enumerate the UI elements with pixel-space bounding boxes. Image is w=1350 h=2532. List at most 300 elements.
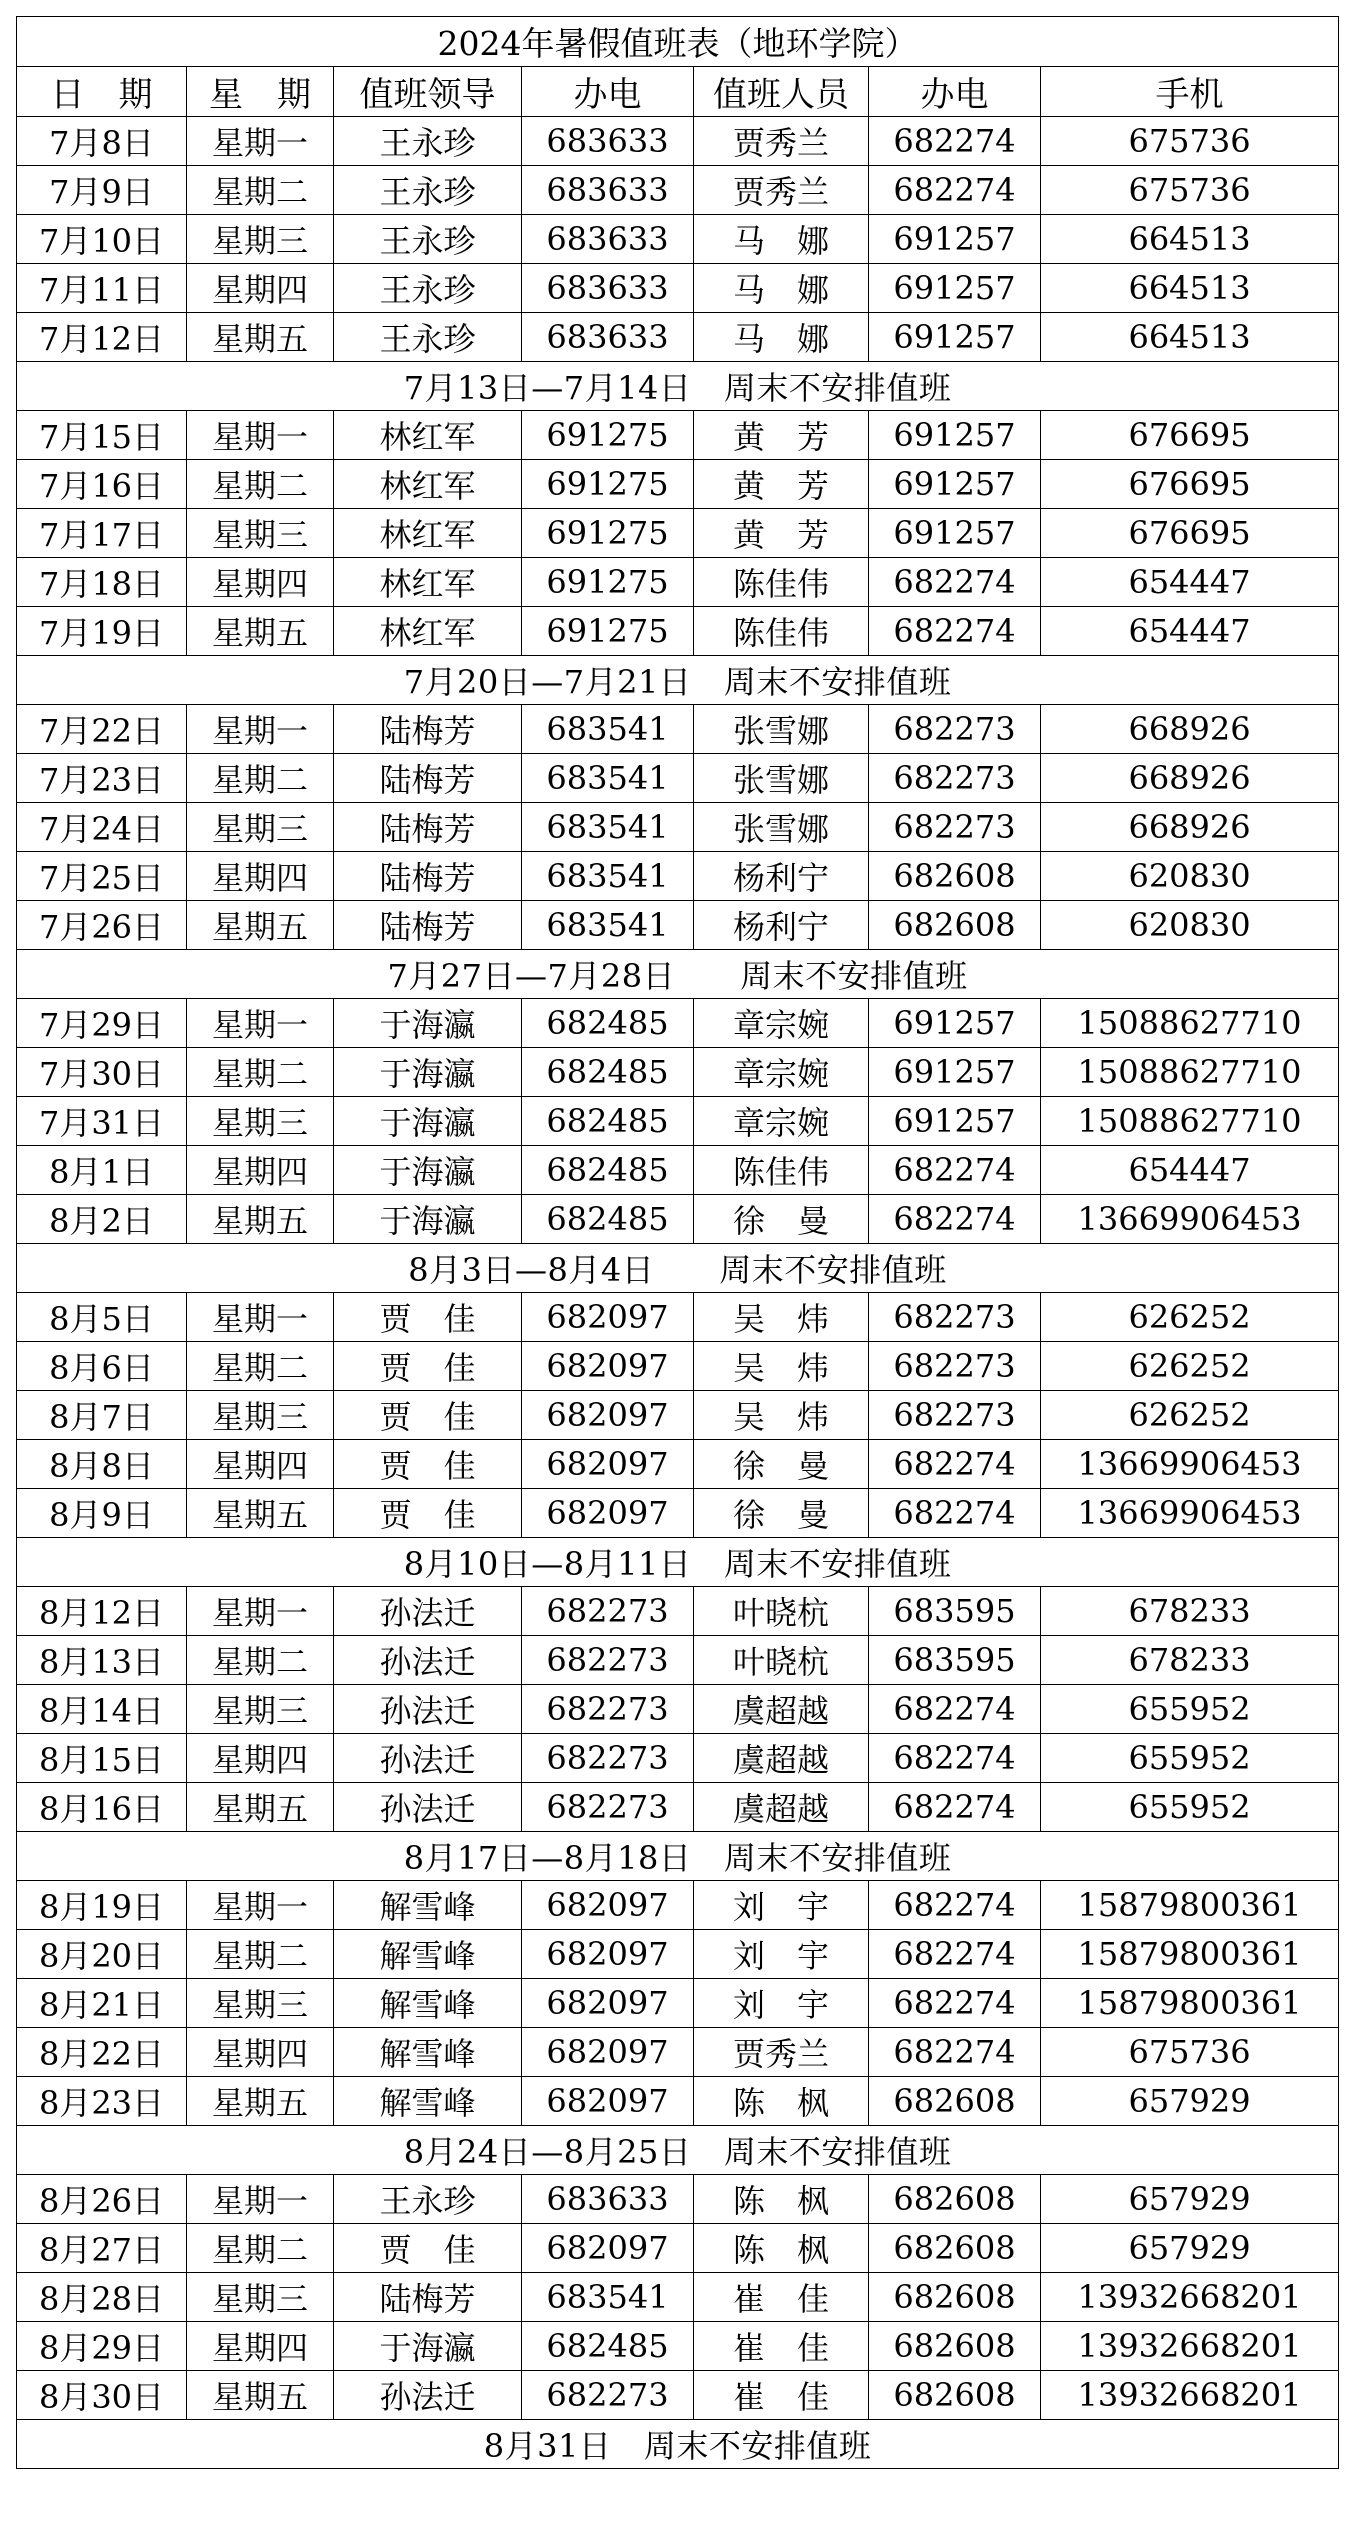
weekday-cell: 星期二 xyxy=(187,1048,334,1097)
date-cell: 7月11日 xyxy=(17,264,187,313)
staff-phone-cell: 682608 xyxy=(869,2077,1041,2126)
weekday-cell: 星期二 xyxy=(187,1342,334,1391)
leader-cell: 孙法迁 xyxy=(334,1636,522,1685)
weekday-cell: 星期三 xyxy=(187,803,334,852)
table-row xyxy=(17,2273,1339,2322)
leader-cell: 贾 佳 xyxy=(334,1489,522,1538)
mobile-cell: 13669906453 xyxy=(1041,1440,1339,1489)
table-row xyxy=(17,2322,1339,2371)
leader-cell: 于海瀛 xyxy=(334,1048,522,1097)
staff-cell: 陈 枫 xyxy=(694,2175,869,2224)
table-row xyxy=(17,558,1339,607)
weekend-note: 8月24日—8月25日 周末不安排值班 xyxy=(17,2126,1339,2175)
staff-cell: 马 娜 xyxy=(694,264,869,313)
mobile-cell: 657929 xyxy=(1041,2175,1339,2224)
weekday-cell: 星期四 xyxy=(187,852,334,901)
mobile-cell: 626252 xyxy=(1041,1293,1339,1342)
staff-cell: 徐 曼 xyxy=(694,1195,869,1244)
staff-cell: 叶晓杭 xyxy=(694,1636,869,1685)
date-cell: 7月31日 xyxy=(17,1097,187,1146)
mobile-cell: 626252 xyxy=(1041,1342,1339,1391)
staff-phone-cell: 682274 xyxy=(869,1930,1041,1979)
mobile-cell: 620830 xyxy=(1041,901,1339,950)
leader-phone-cell: 682097 xyxy=(522,1881,694,1930)
weekend-row xyxy=(17,2420,1339,2469)
leader-cell: 孙法迁 xyxy=(334,2371,522,2420)
weekday-cell: 星期五 xyxy=(187,1489,334,1538)
staff-phone-cell: 682608 xyxy=(869,2224,1041,2273)
staff-phone-cell: 683595 xyxy=(869,1587,1041,1636)
staff-phone-cell: 682608 xyxy=(869,2322,1041,2371)
column-header-staff-phone: 办电 xyxy=(869,67,1041,117)
weekday-cell: 星期五 xyxy=(187,901,334,950)
date-cell: 8月28日 xyxy=(17,2273,187,2322)
date-cell: 8月8日 xyxy=(17,1440,187,1489)
leader-cell: 林红军 xyxy=(334,509,522,558)
table-row xyxy=(17,313,1339,362)
leader-cell: 解雪峰 xyxy=(334,1979,522,2028)
leader-cell: 于海瀛 xyxy=(334,1195,522,1244)
staff-phone-cell: 682274 xyxy=(869,2028,1041,2077)
staff-cell: 陈 枫 xyxy=(694,2077,869,2126)
leader-phone-cell: 683541 xyxy=(522,901,694,950)
staff-cell: 叶晓杭 xyxy=(694,1587,869,1636)
staff-phone-cell: 682274 xyxy=(869,607,1041,656)
weekday-cell: 星期四 xyxy=(187,1440,334,1489)
mobile-cell: 654447 xyxy=(1041,607,1339,656)
staff-phone-cell: 682608 xyxy=(869,2273,1041,2322)
date-cell: 8月12日 xyxy=(17,1587,187,1636)
staff-phone-cell: 682274 xyxy=(869,1979,1041,2028)
table-row xyxy=(17,1685,1339,1734)
date-cell: 8月2日 xyxy=(17,1195,187,1244)
leader-cell: 贾 佳 xyxy=(334,1342,522,1391)
mobile-cell: 15088627710 xyxy=(1041,999,1339,1048)
weekday-cell: 星期四 xyxy=(187,558,334,607)
table-row xyxy=(17,999,1339,1048)
staff-phone-cell: 682608 xyxy=(869,852,1041,901)
mobile-cell: 664513 xyxy=(1041,313,1339,362)
staff-phone-cell: 691257 xyxy=(869,215,1041,264)
staff-cell: 张雪娜 xyxy=(694,754,869,803)
weekday-cell: 星期一 xyxy=(187,705,334,754)
staff-phone-cell: 682274 xyxy=(869,1195,1041,1244)
leader-cell: 林红军 xyxy=(334,411,522,460)
table-row xyxy=(17,1440,1339,1489)
table-row xyxy=(17,1930,1339,1979)
table-row xyxy=(17,1783,1339,1832)
mobile-cell: 654447 xyxy=(1041,558,1339,607)
staff-cell: 陈佳伟 xyxy=(694,607,869,656)
mobile-cell: 13669906453 xyxy=(1041,1489,1339,1538)
mobile-cell: 655952 xyxy=(1041,1734,1339,1783)
staff-phone-cell: 682274 xyxy=(869,1440,1041,1489)
date-cell: 7月16日 xyxy=(17,460,187,509)
staff-cell: 陈佳伟 xyxy=(694,1146,869,1195)
leader-phone-cell: 683633 xyxy=(522,215,694,264)
leader-phone-cell: 683633 xyxy=(522,166,694,215)
staff-cell: 虞超越 xyxy=(694,1783,869,1832)
weekend-note: 8月31日 周末不安排值班 xyxy=(17,2420,1339,2469)
date-cell: 7月19日 xyxy=(17,607,187,656)
date-cell: 7月15日 xyxy=(17,411,187,460)
leader-cell: 孙法迁 xyxy=(334,1587,522,1636)
mobile-cell: 676695 xyxy=(1041,509,1339,558)
leader-cell: 陆梅芳 xyxy=(334,754,522,803)
leader-phone-cell: 682097 xyxy=(522,2224,694,2273)
staff-phone-cell: 683595 xyxy=(869,1636,1041,1685)
mobile-cell: 664513 xyxy=(1041,264,1339,313)
weekend-row xyxy=(17,362,1339,411)
mobile-cell: 676695 xyxy=(1041,460,1339,509)
table-row xyxy=(17,264,1339,313)
date-cell: 8月15日 xyxy=(17,1734,187,1783)
leader-phone-cell: 682097 xyxy=(522,1391,694,1440)
leader-phone-cell: 683541 xyxy=(522,803,694,852)
leader-cell: 孙法迁 xyxy=(334,1734,522,1783)
table-row xyxy=(17,2371,1339,2420)
date-cell: 8月30日 xyxy=(17,2371,187,2420)
table-row xyxy=(17,411,1339,460)
date-cell: 8月23日 xyxy=(17,2077,187,2126)
date-cell: 7月29日 xyxy=(17,999,187,1048)
table-row xyxy=(17,754,1339,803)
date-cell: 7月30日 xyxy=(17,1048,187,1097)
leader-phone-cell: 682485 xyxy=(522,1195,694,1244)
staff-cell: 虞超越 xyxy=(694,1685,869,1734)
leader-cell: 王永珍 xyxy=(334,215,522,264)
table-row xyxy=(17,1979,1339,2028)
leader-phone-cell: 683541 xyxy=(522,852,694,901)
leader-cell: 于海瀛 xyxy=(334,2322,522,2371)
staff-phone-cell: 682608 xyxy=(869,2175,1041,2224)
staff-phone-cell: 682273 xyxy=(869,803,1041,852)
leader-cell: 陆梅芳 xyxy=(334,852,522,901)
leader-cell: 解雪峰 xyxy=(334,1930,522,1979)
staff-phone-cell: 691257 xyxy=(869,1097,1041,1146)
staff-cell: 刘 宇 xyxy=(694,1979,869,2028)
date-cell: 8月5日 xyxy=(17,1293,187,1342)
table-row xyxy=(17,1146,1339,1195)
table-row xyxy=(17,1489,1339,1538)
staff-cell: 崔 佳 xyxy=(694,2371,869,2420)
weekday-cell: 星期一 xyxy=(187,999,334,1048)
mobile-cell: 13932668201 xyxy=(1041,2322,1339,2371)
leader-phone-cell: 682097 xyxy=(522,2028,694,2077)
staff-cell: 崔 佳 xyxy=(694,2273,869,2322)
staff-phone-cell: 682273 xyxy=(869,1391,1041,1440)
weekend-note: 7月13日—7月14日 周末不安排值班 xyxy=(17,362,1339,411)
column-header-staff: 值班人员 xyxy=(694,67,869,117)
weekend-note: 8月10日—8月11日 周末不安排值班 xyxy=(17,1538,1339,1587)
staff-cell: 黄 芳 xyxy=(694,411,869,460)
leader-phone-cell: 683633 xyxy=(522,117,694,166)
table-row xyxy=(17,2077,1339,2126)
mobile-cell: 654447 xyxy=(1041,1146,1339,1195)
mobile-cell: 655952 xyxy=(1041,1685,1339,1734)
staff-cell: 虞超越 xyxy=(694,1734,869,1783)
leader-cell: 于海瀛 xyxy=(334,1146,522,1195)
table-row xyxy=(17,1293,1339,1342)
mobile-cell: 657929 xyxy=(1041,2077,1339,2126)
staff-cell: 刘 宇 xyxy=(694,1930,869,1979)
leader-phone-cell: 691275 xyxy=(522,509,694,558)
leader-phone-cell: 683633 xyxy=(522,313,694,362)
staff-cell: 贾秀兰 xyxy=(694,2028,869,2077)
weekday-cell: 星期二 xyxy=(187,1636,334,1685)
table-row xyxy=(17,901,1339,950)
leader-cell: 陆梅芳 xyxy=(334,803,522,852)
mobile-cell: 13932668201 xyxy=(1041,2273,1339,2322)
table-row xyxy=(17,1881,1339,1930)
column-header-mobile: 手机 xyxy=(1041,67,1339,117)
staff-cell: 黄 芳 xyxy=(694,509,869,558)
table-row xyxy=(17,1636,1339,1685)
date-cell: 8月27日 xyxy=(17,2224,187,2273)
leader-cell: 贾 佳 xyxy=(334,2224,522,2273)
weekday-cell: 星期一 xyxy=(187,2175,334,2224)
leader-cell: 孙法迁 xyxy=(334,1783,522,1832)
leader-cell: 贾 佳 xyxy=(334,1440,522,1489)
weekday-cell: 星期三 xyxy=(187,1685,334,1734)
mobile-cell: 15879800361 xyxy=(1041,1979,1339,2028)
table-row xyxy=(17,215,1339,264)
weekday-cell: 星期二 xyxy=(187,2224,334,2273)
staff-phone-cell: 682608 xyxy=(869,2371,1041,2420)
staff-cell: 贾秀兰 xyxy=(694,117,869,166)
roster-body xyxy=(17,117,1339,2469)
weekend-row xyxy=(17,950,1339,999)
weekday-cell: 星期四 xyxy=(187,1734,334,1783)
leader-phone-cell: 682273 xyxy=(522,1734,694,1783)
table-row xyxy=(17,2224,1339,2273)
mobile-cell: 13932668201 xyxy=(1041,2371,1339,2420)
table-row xyxy=(17,705,1339,754)
column-header-weekday: 星 期 xyxy=(187,67,334,117)
weekday-cell: 星期二 xyxy=(187,460,334,509)
mobile-cell: 15088627710 xyxy=(1041,1048,1339,1097)
staff-phone-cell: 691257 xyxy=(869,999,1041,1048)
staff-cell: 徐 曼 xyxy=(694,1489,869,1538)
staff-cell: 吴 炜 xyxy=(694,1293,869,1342)
staff-phone-cell: 682608 xyxy=(869,901,1041,950)
leader-phone-cell: 682097 xyxy=(522,1979,694,2028)
date-cell: 8月9日 xyxy=(17,1489,187,1538)
staff-cell: 陈佳伟 xyxy=(694,558,869,607)
table-row xyxy=(17,852,1339,901)
weekend-note: 7月27日—7月28日 周末不安排值班 xyxy=(17,950,1339,999)
date-cell: 8月6日 xyxy=(17,1342,187,1391)
staff-cell: 吴 炜 xyxy=(694,1342,869,1391)
weekday-cell: 星期二 xyxy=(187,754,334,803)
weekday-cell: 星期一 xyxy=(187,411,334,460)
mobile-cell: 668926 xyxy=(1041,754,1339,803)
staff-cell: 章宗婉 xyxy=(694,1097,869,1146)
table-row xyxy=(17,117,1339,166)
leader-cell: 孙法迁 xyxy=(334,1685,522,1734)
staff-phone-cell: 682274 xyxy=(869,1881,1041,1930)
date-cell: 8月7日 xyxy=(17,1391,187,1440)
staff-cell: 黄 芳 xyxy=(694,460,869,509)
leader-cell: 贾 佳 xyxy=(334,1391,522,1440)
weekday-cell: 星期四 xyxy=(187,264,334,313)
duty-roster-table xyxy=(16,16,1339,2469)
leader-phone-cell: 682097 xyxy=(522,1489,694,1538)
date-cell: 7月24日 xyxy=(17,803,187,852)
leader-cell: 林红军 xyxy=(334,558,522,607)
leader-phone-cell: 682273 xyxy=(522,1587,694,1636)
staff-phone-cell: 691257 xyxy=(869,460,1041,509)
leader-cell: 于海瀛 xyxy=(334,1097,522,1146)
staff-phone-cell: 691257 xyxy=(869,411,1041,460)
leader-phone-cell: 682097 xyxy=(522,2077,694,2126)
mobile-cell: 675736 xyxy=(1041,166,1339,215)
leader-cell: 林红军 xyxy=(334,607,522,656)
weekend-note: 7月20日—7月21日 周末不安排值班 xyxy=(17,656,1339,705)
weekday-cell: 星期三 xyxy=(187,1979,334,2028)
leader-phone-cell: 682097 xyxy=(522,1440,694,1489)
weekday-cell: 星期三 xyxy=(187,1391,334,1440)
leader-phone-cell: 683541 xyxy=(522,754,694,803)
mobile-cell: 675736 xyxy=(1041,2028,1339,2077)
date-cell: 7月8日 xyxy=(17,117,187,166)
mobile-cell: 668926 xyxy=(1041,705,1339,754)
weekday-cell: 星期三 xyxy=(187,1097,334,1146)
duty-roster-sheet xyxy=(16,16,1338,2469)
date-cell: 8月26日 xyxy=(17,2175,187,2224)
date-cell: 8月21日 xyxy=(17,1979,187,2028)
staff-cell: 章宗婉 xyxy=(694,999,869,1048)
staff-cell: 杨利宁 xyxy=(694,852,869,901)
staff-phone-cell: 682274 xyxy=(869,1783,1041,1832)
weekday-cell: 星期四 xyxy=(187,1146,334,1195)
staff-phone-cell: 682273 xyxy=(869,1342,1041,1391)
staff-cell: 陈 枫 xyxy=(694,2224,869,2273)
mobile-cell: 15088627710 xyxy=(1041,1097,1339,1146)
staff-phone-cell: 682273 xyxy=(869,705,1041,754)
leader-cell: 王永珍 xyxy=(334,117,522,166)
staff-cell: 马 娜 xyxy=(694,215,869,264)
weekday-cell: 星期四 xyxy=(187,2028,334,2077)
staff-cell: 吴 炜 xyxy=(694,1391,869,1440)
date-cell: 7月10日 xyxy=(17,215,187,264)
leader-phone-cell: 682097 xyxy=(522,1342,694,1391)
table-row xyxy=(17,803,1339,852)
weekend-row xyxy=(17,1538,1339,1587)
staff-phone-cell: 682273 xyxy=(869,754,1041,803)
staff-cell: 马 娜 xyxy=(694,313,869,362)
weekday-cell: 星期五 xyxy=(187,1783,334,1832)
date-cell: 8月20日 xyxy=(17,1930,187,1979)
staff-cell: 张雪娜 xyxy=(694,803,869,852)
weekday-cell: 星期一 xyxy=(187,117,334,166)
weekday-cell: 星期五 xyxy=(187,313,334,362)
leader-phone-cell: 683541 xyxy=(522,705,694,754)
leader-cell: 王永珍 xyxy=(334,166,522,215)
table-row xyxy=(17,1048,1339,1097)
mobile-cell: 676695 xyxy=(1041,411,1339,460)
table-row xyxy=(17,1734,1339,1783)
table-row xyxy=(17,2028,1339,2077)
leader-cell: 解雪峰 xyxy=(334,2028,522,2077)
leader-phone-cell: 682273 xyxy=(522,2371,694,2420)
mobile-cell: 13669906453 xyxy=(1041,1195,1339,1244)
weekday-cell: 星期三 xyxy=(187,509,334,558)
mobile-cell: 655952 xyxy=(1041,1783,1339,1832)
table-row xyxy=(17,1097,1339,1146)
leader-phone-cell: 682097 xyxy=(522,1930,694,1979)
mobile-cell: 15879800361 xyxy=(1041,1881,1339,1930)
leader-phone-cell: 683633 xyxy=(522,2175,694,2224)
staff-phone-cell: 682274 xyxy=(869,558,1041,607)
date-cell: 8月1日 xyxy=(17,1146,187,1195)
column-header-date: 日 期 xyxy=(17,67,187,117)
mobile-cell: 626252 xyxy=(1041,1391,1339,1440)
weekend-note: 8月3日—8月4日 周末不安排值班 xyxy=(17,1244,1339,1293)
date-cell: 8月19日 xyxy=(17,1881,187,1930)
date-cell: 7月18日 xyxy=(17,558,187,607)
weekday-cell: 星期一 xyxy=(187,1293,334,1342)
leader-phone-cell: 682097 xyxy=(522,1293,694,1342)
date-cell: 8月22日 xyxy=(17,2028,187,2077)
date-cell: 7月9日 xyxy=(17,166,187,215)
leader-phone-cell: 682273 xyxy=(522,1685,694,1734)
weekday-cell: 星期三 xyxy=(187,215,334,264)
table-row xyxy=(17,460,1339,509)
weekday-cell: 星期五 xyxy=(187,2371,334,2420)
staff-cell: 章宗婉 xyxy=(694,1048,869,1097)
mobile-cell: 15879800361 xyxy=(1041,1930,1339,1979)
leader-phone-cell: 682485 xyxy=(522,1146,694,1195)
staff-phone-cell: 682274 xyxy=(869,166,1041,215)
table-row xyxy=(17,166,1339,215)
weekday-cell: 星期一 xyxy=(187,1587,334,1636)
staff-cell: 崔 佳 xyxy=(694,2322,869,2371)
weekday-cell: 星期五 xyxy=(187,607,334,656)
mobile-cell: 675736 xyxy=(1041,117,1339,166)
leader-phone-cell: 682273 xyxy=(522,1783,694,1832)
date-cell: 8月13日 xyxy=(17,1636,187,1685)
staff-phone-cell: 682274 xyxy=(869,1146,1041,1195)
mobile-cell: 678233 xyxy=(1041,1636,1339,1685)
leader-cell: 王永珍 xyxy=(334,313,522,362)
table-row xyxy=(17,1342,1339,1391)
table-title: 2024年暑假值班表（地环学院） xyxy=(17,17,1339,67)
date-cell: 7月26日 xyxy=(17,901,187,950)
table-row xyxy=(17,1195,1339,1244)
staff-cell: 杨利宁 xyxy=(694,901,869,950)
date-cell: 8月29日 xyxy=(17,2322,187,2371)
weekend-row xyxy=(17,1832,1339,1881)
staff-phone-cell: 682274 xyxy=(869,1489,1041,1538)
staff-phone-cell: 682274 xyxy=(869,1685,1041,1734)
leader-phone-cell: 691275 xyxy=(522,607,694,656)
leader-cell: 林红军 xyxy=(334,460,522,509)
date-cell: 7月12日 xyxy=(17,313,187,362)
staff-phone-cell: 691257 xyxy=(869,264,1041,313)
leader-cell: 于海瀛 xyxy=(334,999,522,1048)
mobile-cell: 664513 xyxy=(1041,215,1339,264)
weekday-cell: 星期四 xyxy=(187,2322,334,2371)
staff-cell: 刘 宇 xyxy=(694,1881,869,1930)
leader-cell: 解雪峰 xyxy=(334,2077,522,2126)
date-cell: 7月22日 xyxy=(17,705,187,754)
leader-cell: 解雪峰 xyxy=(334,1881,522,1930)
table-row xyxy=(17,2175,1339,2224)
staff-phone-cell: 682273 xyxy=(869,1293,1041,1342)
staff-phone-cell: 691257 xyxy=(869,509,1041,558)
table-row xyxy=(17,1391,1339,1440)
